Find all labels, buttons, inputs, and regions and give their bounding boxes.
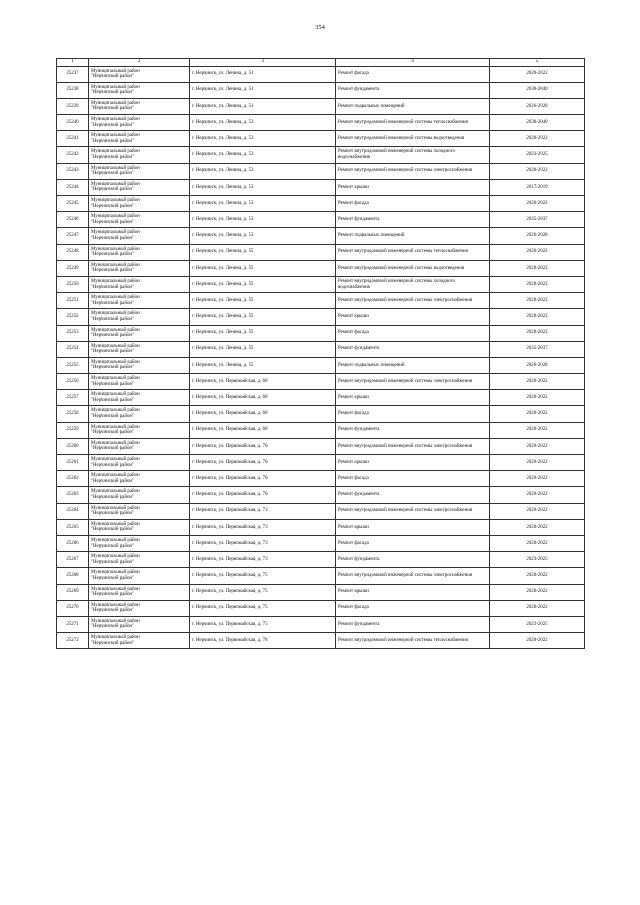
period-cell: 2020-2022 (490, 131, 585, 147)
address-cell: г. Нерчинск, ул. Ленина, д. 55 (190, 293, 336, 309)
row-number-cell: 25243 (57, 163, 89, 179)
district-cell (89, 163, 190, 179)
work-type-cell: Ремонт фасада (336, 535, 490, 551)
district-line-2: "Нерчинский район" (91, 268, 135, 274)
address-cell: г. Нерчинск, ул. Ленина, д. 55 (190, 276, 336, 292)
work-type-cell: Ремонт фасада (336, 196, 490, 212)
district-cell (89, 390, 190, 406)
address-cell: г. Нерчинск, ул. Ленина, д. 53 (190, 228, 336, 244)
work-type-cell: Ремонт подвальных помещений (336, 98, 490, 114)
district-cell (89, 600, 190, 616)
district-line-1: Муниципальный район (91, 376, 140, 382)
period-cell: 2023-2025 (490, 552, 585, 568)
row-number-cell: 25240 (57, 115, 89, 131)
row-number-cell: 25267 (57, 552, 89, 568)
address-cell: г. Нерчинск, ул. Ленина, д. 55 (190, 244, 336, 260)
district-cell (89, 455, 190, 471)
address-cell: г. Нерчинск, ул. Ленина, д. 53 (190, 212, 336, 228)
district-line-1: Муниципальный район (91, 586, 140, 592)
district-line-1: Муниципальный район (91, 133, 140, 139)
period-cell: 2020-2022 (490, 406, 585, 422)
table-row (57, 616, 585, 632)
district-line-2: "Нерчинский район" (91, 527, 135, 533)
address-cell: г. Нерчинск, ул. Первомайская, д. 73 (190, 535, 336, 551)
district-cell (89, 309, 190, 325)
district-cell (89, 357, 190, 373)
row-number-cell: 25252 (57, 309, 89, 325)
address-cell: г. Нерчинск, ул. Первомайская, д. 75 (190, 616, 336, 632)
address-cell: г. Нерчинск, ул. Первомайская, д. 68 (190, 406, 336, 422)
table-row (57, 633, 585, 649)
address-cell: г. Нерчинск, ул. Ленина, д. 55 (190, 325, 336, 341)
district-line-1: Муниципальный район (91, 521, 140, 527)
district-line-1: Муниципальный район (91, 343, 140, 349)
district-line-2: "Нерчинский район" (91, 106, 135, 112)
table-row (57, 584, 585, 600)
column-number-1: 1 (57, 59, 89, 67)
district-line-2: "Нерчинский район" (91, 624, 135, 630)
table-row (57, 260, 585, 276)
work-type-cell: Ремонт фасада (336, 471, 490, 487)
work-type-cell: Ремонт фундамента (336, 616, 490, 632)
row-number-cell: 25242 (57, 147, 89, 163)
work-type-cell: Ремонт внутридомовой инженерной системы холодного водоснабжения (336, 147, 490, 163)
district-line-1: Муниципальный район (91, 392, 140, 398)
period-cell: 2020-2022 (490, 260, 585, 276)
district-cell (89, 82, 190, 98)
period-cell: 2020-2022 (490, 568, 585, 584)
district-cell (89, 228, 190, 244)
address-cell: г. Нерчинск, ул. Первомайская, д. 68 (190, 390, 336, 406)
district-cell (89, 616, 190, 632)
table-row (57, 244, 585, 260)
period-cell: 2020-2022 (490, 309, 585, 325)
address-cell: г. Нерчинск, ул. Ленина, д. 55 (190, 341, 336, 357)
district-line-2: "Нерчинский район" (91, 333, 135, 339)
address-cell: г. Нерчинск, ул. Первомайская, д. 70 (190, 471, 336, 487)
table-row (57, 147, 585, 163)
row-number-cell: 25241 (57, 131, 89, 147)
district-cell (89, 293, 190, 309)
row-number-cell: 25238 (57, 82, 89, 98)
period-cell: 2023-2025 (490, 616, 585, 632)
period-cell: 2035-2037 (490, 212, 585, 228)
address-cell: г. Нерчинск, ул. Ленина, д. 55 (190, 260, 336, 276)
row-number-cell: 25258 (57, 406, 89, 422)
work-type-cell: Ремонт внутридомовой инженерной системы водоотведения (336, 131, 490, 147)
district-line-1: Муниципальный район (91, 489, 140, 495)
row-number-cell: 25270 (57, 600, 89, 616)
district-line-1: Муниципальный район (91, 424, 140, 430)
table-row (57, 374, 585, 390)
table-row (57, 568, 585, 584)
table-row (57, 196, 585, 212)
column-number-2: 2 (89, 59, 190, 67)
district-line-2: "Нерчинский район" (91, 462, 135, 468)
period-cell: 2020-2022 (490, 276, 585, 292)
district-line-1: Муниципальный район (91, 246, 140, 252)
work-type-cell: Ремонт внутридомовой инженерной системы электроснабжения (336, 503, 490, 519)
row-number-cell: 25262 (57, 471, 89, 487)
row-number-cell: 25256 (57, 374, 89, 390)
period-cell: 2023-2025 (490, 147, 585, 163)
row-number-cell: 25260 (57, 438, 89, 454)
work-type-cell: Ремонт фундамента (336, 212, 490, 228)
row-number-cell: 25255 (57, 357, 89, 373)
district-line-1: Муниципальный район (91, 278, 140, 284)
district-cell (89, 438, 190, 454)
district-line-1: Муниципальный район (91, 311, 140, 317)
district-line-2: "Нерчинский район" (91, 543, 135, 549)
period-cell: 2026-2028 (490, 357, 585, 373)
district-line-1: Муниципальный район (91, 84, 140, 90)
address-cell: г. Нерчинск, ул. Ленина, д. 51 (190, 98, 336, 114)
address-cell: г. Нерчинск, ул. Первомайская, д. 73 (190, 503, 336, 519)
work-type-cell: Ремонт крыши (336, 519, 490, 535)
district-line-1: Муниципальный район (91, 181, 140, 187)
address-cell: г. Нерчинск, ул. Ленина, д. 53 (190, 196, 336, 212)
address-cell: г. Нерчинск, ул. Ленина, д. 53 (190, 131, 336, 147)
district-line-2: "Нерчинский район" (91, 219, 135, 225)
period-cell: 2020-2022 (490, 66, 585, 82)
district-cell (89, 115, 190, 131)
address-cell: г. Нерчинск, ул. Ленина, д. 51 (190, 66, 336, 82)
work-type-cell: Ремонт внутридомовой инженерной системы электроснабжения (336, 568, 490, 584)
table-row (57, 471, 585, 487)
table-row (57, 341, 585, 357)
work-type-cell: Ремонт внутридомовой инженерной системы электроснабжения (336, 374, 490, 390)
work-type-cell: Ремонт внутридомовой инженерной системы теплоснабжения (336, 633, 490, 649)
district-line-1: Муниципальный район (91, 149, 140, 155)
work-type-cell: Ремонт фасада (336, 66, 490, 82)
district-line-2: "Нерчинский район" (91, 203, 135, 209)
period-cell: 2020-2022 (490, 390, 585, 406)
period-cell: 2020-2022 (490, 455, 585, 471)
address-cell: г. Нерчинск, ул. Ленина, д. 55 (190, 357, 336, 373)
row-number-cell: 25253 (57, 325, 89, 341)
district-line-1: Муниципальный район (91, 457, 140, 462)
table-row (57, 535, 585, 551)
district-line-2: "Нерчинский район" (91, 365, 135, 371)
district-line-2: "Нерчинский район" (91, 494, 135, 500)
work-type-cell: Ремонт внутридомовой инженерной системы холодного водоснабжения (336, 276, 490, 292)
address-cell: г. Нерчинск, ул. Первомайская, д. 75 (190, 568, 336, 584)
district-line-2: "Нерчинский район" (91, 640, 135, 646)
address-cell: г. Нерчинск, ул. Ленина, д. 53 (190, 179, 336, 195)
period-cell: 2020-2022 (490, 503, 585, 519)
address-cell: г. Нерчинск, ул. Первомайская, д. 73 (190, 552, 336, 568)
table-row (57, 519, 585, 535)
page-number: 354 (315, 24, 325, 31)
work-type-cell: Ремонт подвальных помещений (336, 228, 490, 244)
district-cell (89, 519, 190, 535)
address-cell: г. Нерчинск, ул. Первомайская, д. 68 (190, 374, 336, 390)
district-line-2: "Нерчинский район" (91, 155, 135, 161)
work-type-cell: Ремонт внутридомовой инженерной системы теплоснабжения (336, 244, 490, 260)
table-row (57, 228, 585, 244)
district-line-2: "Нерчинский район" (91, 316, 135, 322)
period-cell: 2038-2040 (490, 82, 585, 98)
district-line-2: "Нерчинский район" (91, 397, 135, 403)
work-type-cell: Ремонт фасада (336, 406, 490, 422)
row-number-cell: 25249 (57, 260, 89, 276)
row-number-cell: 25261 (57, 455, 89, 471)
district-cell (89, 196, 190, 212)
district-cell (89, 535, 190, 551)
work-type-cell: Ремонт фундамента (336, 487, 490, 503)
district-cell (89, 66, 190, 82)
district-line-1: Муниципальный район (91, 295, 140, 301)
period-cell: 2020-2022 (490, 325, 585, 341)
table-row (57, 455, 585, 471)
column-number-header-row (57, 59, 585, 67)
row-number-cell: 25264 (57, 503, 89, 519)
district-line-2: "Нерчинский район" (91, 381, 135, 387)
work-type-cell: Ремонт крыши (336, 309, 490, 325)
district-cell (89, 487, 190, 503)
district-line-2: "Нерчинский район" (91, 284, 135, 290)
address-cell: г. Нерчинск, ул. Ленина, д. 53 (190, 147, 336, 163)
district-line-2: "Нерчинский район" (91, 300, 135, 306)
district-cell (89, 584, 190, 600)
address-cell: г. Нерчинск, ул. Ленина, д. 55 (190, 309, 336, 325)
district-line-1: Муниципальный район (91, 230, 140, 236)
row-number-cell: 25271 (57, 616, 89, 632)
row-number-cell: 25259 (57, 422, 89, 438)
table-row (57, 131, 585, 147)
district-cell (89, 471, 190, 487)
period-cell: 2020-2022 (490, 471, 585, 487)
address-cell: г. Нерчинск, ул. Первомайская, д. 70 (190, 455, 336, 471)
table-row (57, 390, 585, 406)
overhaul-registry-table (56, 58, 585, 649)
district-line-1: Муниципальный район (91, 473, 140, 479)
district-cell (89, 422, 190, 438)
district-line-2: "Нерчинский район" (91, 187, 135, 193)
table-row (57, 552, 585, 568)
district-cell (89, 98, 190, 114)
district-line-2: "Нерчинский район" (91, 122, 135, 128)
period-cell: 2026-2028 (490, 98, 585, 114)
address-cell: г. Нерчинск, ул. Первомайская, д. 78 (190, 633, 336, 649)
period-cell: 2020-2022 (490, 535, 585, 551)
district-line-1: Муниципальный район (91, 440, 140, 446)
district-line-1: Муниципальный район (91, 408, 140, 414)
work-type-cell: Ремонт внутридомовой инженерной системы водоотведения (336, 260, 490, 276)
work-type-cell: Ремонт внутридомовой инженерной системы электроснабжения (336, 293, 490, 309)
district-line-1: Муниципальный район (91, 618, 140, 624)
address-cell: г. Нерчинск, ул. Ленина, д. 53 (190, 115, 336, 131)
district-line-2: "Нерчинский район" (91, 90, 135, 96)
district-cell (89, 244, 190, 260)
district-line-2: "Нерчинский район" (91, 511, 135, 517)
district-line-2: "Нерчинский район" (91, 608, 135, 614)
work-type-cell: Ремонт внутридомовой инженерной системы электроснабжения (336, 163, 490, 179)
row-number-cell: 25250 (57, 276, 89, 292)
table-row (57, 325, 585, 341)
period-cell: 2020-2022 (490, 244, 585, 260)
work-type-cell: Ремонт фундамента (336, 552, 490, 568)
table-row (57, 276, 585, 292)
column-number-3: 3 (190, 59, 336, 67)
period-cell: 2017-2019 (490, 179, 585, 195)
table-row (57, 66, 585, 82)
table-row (57, 503, 585, 519)
district-cell (89, 276, 190, 292)
table-row (57, 357, 585, 373)
district-line-1: Муниципальный район (91, 214, 140, 220)
row-number-cell: 25254 (57, 341, 89, 357)
district-line-1: Муниципальный район (91, 327, 140, 333)
district-line-2: "Нерчинский район" (91, 252, 135, 258)
period-cell: 2038-2040 (490, 115, 585, 131)
address-cell: г. Нерчинск, ул. Первомайская, д. 68 (190, 422, 336, 438)
district-cell (89, 503, 190, 519)
row-number-cell: 25246 (57, 212, 89, 228)
district-line-2: "Нерчинский район" (91, 592, 135, 598)
district-line-1: Муниципальный район (91, 100, 140, 106)
district-line-1: Муниципальный район (91, 635, 140, 641)
column-number-5: 5 (490, 59, 585, 67)
address-cell: г. Нерчинск, ул. Первомайская, д. 70 (190, 438, 336, 454)
address-cell: г. Нерчинск, ул. Ленина, д. 53 (190, 163, 336, 179)
table-row (57, 487, 585, 503)
table-row (57, 163, 585, 179)
district-line-2: "Нерчинский район" (91, 235, 135, 241)
table-row (57, 422, 585, 438)
work-type-cell: Ремонт фундамента (336, 82, 490, 98)
work-type-cell: Ремонт фундамента (336, 341, 490, 357)
district-line-1: Муниципальный район (91, 505, 140, 511)
district-line-1: Муниципальный район (91, 602, 140, 608)
row-number-cell: 25237 (57, 66, 89, 82)
district-cell (89, 325, 190, 341)
row-number-cell: 25239 (57, 98, 89, 114)
district-cell (89, 179, 190, 195)
table-row (57, 212, 585, 228)
row-number-cell: 25263 (57, 487, 89, 503)
district-line-1: Муниципальный район (91, 117, 140, 123)
period-cell: 2020-2022 (490, 196, 585, 212)
district-cell (89, 131, 190, 147)
address-cell: г. Нерчинск, ул. Первомайская, д. 73 (190, 519, 336, 535)
period-cell: 2020-2022 (490, 600, 585, 616)
table-body (57, 66, 585, 649)
row-number-cell: 25257 (57, 390, 89, 406)
address-cell: г. Нерчинск, ул. Первомайская, д. 75 (190, 600, 336, 616)
work-type-cell: Ремонт крыши (336, 584, 490, 600)
work-type-cell: Ремонт крыши (336, 390, 490, 406)
period-cell: 2026-2028 (490, 228, 585, 244)
table-row (57, 293, 585, 309)
district-cell (89, 260, 190, 276)
district-line-2: "Нерчинский район" (91, 575, 135, 581)
period-cell: 2020-2022 (490, 438, 585, 454)
column-number-4: 4 (336, 59, 490, 67)
work-type-cell: Ремонт внутридомовой инженерной системы электроснабжения (336, 438, 490, 454)
period-cell: 2020-2022 (490, 584, 585, 600)
district-cell (89, 374, 190, 390)
period-cell: 2020-2022 (490, 163, 585, 179)
district-cell (89, 212, 190, 228)
period-cell: 2020-2022 (490, 374, 585, 390)
row-number-cell: 25244 (57, 179, 89, 195)
work-type-cell: Ремонт крыши (336, 179, 490, 195)
table-row (57, 309, 585, 325)
table-row (57, 600, 585, 616)
district-line-2: "Нерчинский район" (91, 430, 135, 436)
table-row (57, 179, 585, 195)
district-line-1: Муниципальный район (91, 262, 140, 268)
district-line-2: "Нерчинский район" (91, 446, 135, 452)
period-cell: 2020-2022 (490, 422, 585, 438)
district-cell (89, 147, 190, 163)
row-number-cell: 25269 (57, 584, 89, 600)
district-cell (89, 568, 190, 584)
district-line-1: Муниципальный район (91, 359, 140, 365)
district-line-1: Муниципальный район (91, 68, 140, 74)
row-number-cell: 25272 (57, 633, 89, 649)
district-line-1: Муниципальный район (91, 537, 140, 543)
district-line-1: Муниципальный район (91, 198, 140, 203)
work-type-cell: Ремонт фасада (336, 325, 490, 341)
district-cell (89, 633, 190, 649)
work-type-cell: Ремонт фундамента (336, 422, 490, 438)
district-line-2: "Нерчинский район" (91, 138, 135, 144)
district-cell (89, 341, 190, 357)
address-cell: г. Нерчинск, ул. Первомайская, д. 75 (190, 584, 336, 600)
work-type-cell: Ремонт подвальных помещений (336, 357, 490, 373)
period-cell: 2035-2037 (490, 341, 585, 357)
table-row (57, 98, 585, 114)
district-line-2: "Нерчинский район" (91, 414, 135, 420)
work-type-cell: Ремонт крыши (336, 455, 490, 471)
row-number-cell: 25266 (57, 535, 89, 551)
district-cell (89, 406, 190, 422)
table-row (57, 115, 585, 131)
district-line-2: "Нерчинский район" (91, 171, 135, 177)
table-row (57, 438, 585, 454)
address-cell: г. Нерчинск, ул. Ленина, д. 51 (190, 82, 336, 98)
work-type-cell: Ремонт внутридомовой инженерной системы теплоснабжения (336, 115, 490, 131)
district-line-1: Муниципальный район (91, 554, 140, 560)
district-line-2: "Нерчинский район" (91, 349, 135, 355)
address-cell: г. Нерчинск, ул. Первомайская, д. 70 (190, 487, 336, 503)
table-row (57, 82, 585, 98)
work-type-cell: Ремонт фасада (336, 600, 490, 616)
district-line-2: "Нерчинский район" (91, 478, 135, 484)
table-row (57, 406, 585, 422)
row-number-cell: 25265 (57, 519, 89, 535)
row-number-cell: 25245 (57, 196, 89, 212)
district-line-1: Муниципальный район (91, 570, 140, 576)
period-cell: 2020-2022 (490, 519, 585, 535)
row-number-cell: 25268 (57, 568, 89, 584)
district-line-1: Муниципальный район (91, 165, 140, 171)
period-cell: 2020-2022 (490, 487, 585, 503)
district-line-2: "Нерчинский район" (91, 559, 135, 565)
row-number-cell: 25247 (57, 228, 89, 244)
period-cell: 2020-2022 (490, 293, 585, 309)
district-line-2: "Нерчинский район" (91, 74, 135, 80)
row-number-cell: 25248 (57, 244, 89, 260)
district-cell (89, 552, 190, 568)
period-cell: 2020-2022 (490, 633, 585, 649)
row-number-cell: 25251 (57, 293, 89, 309)
